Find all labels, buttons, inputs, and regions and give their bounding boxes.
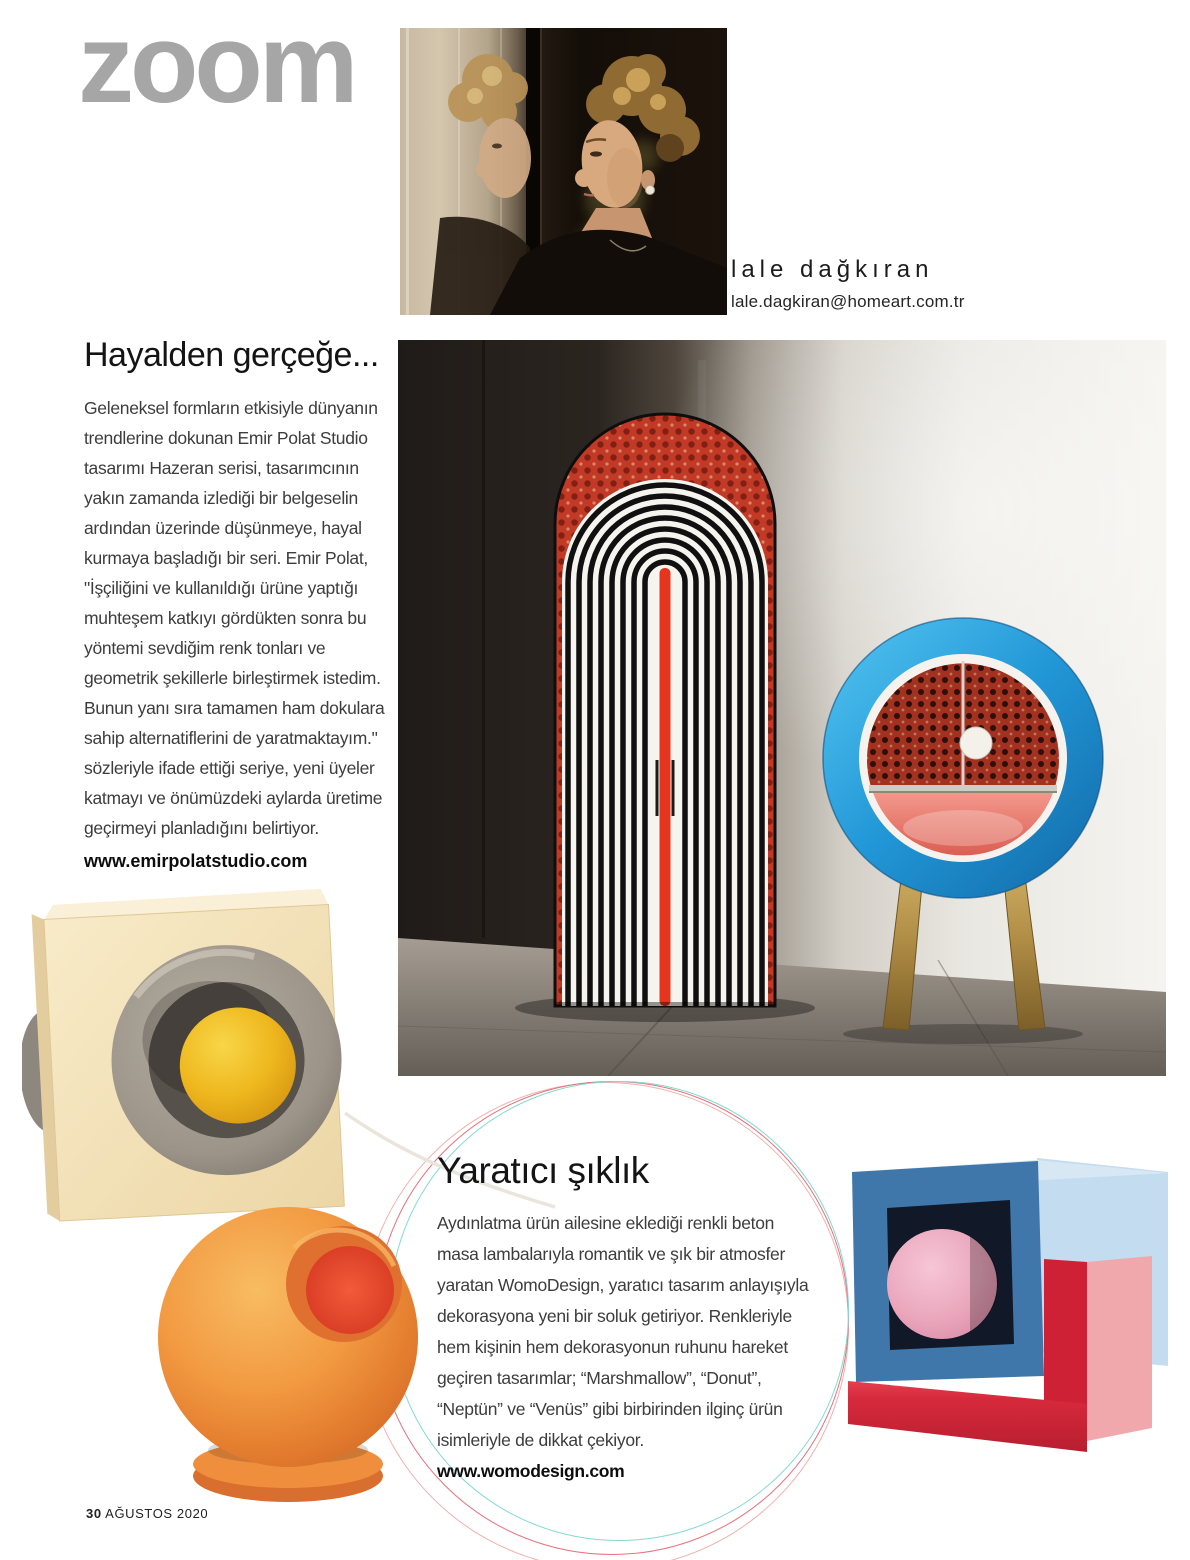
furniture-scene [398,340,1166,1076]
article-chic-heading: Yaratıcı şıklık [437,1150,649,1191]
lamp-glow [306,1246,394,1334]
profile-name: lale dağkıran [731,256,934,283]
article-chic [437,1150,809,1487]
page-number: 30 [86,1506,102,1521]
portrait-photo [400,28,727,315]
arch-cabinet [555,414,775,1006]
pink-side [1087,1256,1152,1441]
profile-email: lale.dagkiran@homeart.com.tr [731,292,965,311]
orange-sphere-art [148,1182,440,1514]
article-dream-heading: Hayalden gerçeğe... [84,336,379,374]
article-chic-website: www.womodesign.com [437,1461,625,1481]
portrait-art [400,28,727,315]
article-chic-body: Aydınlatma ürün ailesine eklediği renkli beton masa lambalarıyla romantik ve şık bir atmosfer yaratan WomoDesign, yaratıcı tasarım anlayışıyla dekorasyona yeni bir soluk getiriyor. Renkleriyle hem kişinin hem dekorasyonun ruhunu hareket geçiren tasarımlar; “Marshmallow”, “Donut”, “Neptün” ve “Venüs” gibi birbirinden ilginç ürün isimleriyle de dikkat çekiyor. www.womodesign.com [437,1213,809,1481]
article-dream [84,336,394,872]
orange-sphere-lamp [148,1182,440,1514]
article-dream-body: Geleneksel formların etkisiyle dünyanın trendlerine dokunan Emir Polat Studio tasarımı Hazeran serisi, tasarımcının yakın zamanda izlediği bir belgeselin ardından üzerinde düşünmeye, hayal kurmaya başladığı bir seri. Emir Polat, "İşçiliğini ve kullanıldığı ürüne yaptığı muhteşem katkıyı gördükten sonra bu yöntemi sevdiğim renk tonları ve geometrik şekillerle birleştirmek istedim. Bunun yanı sıra tamamen ham dokulara sahip alternatiflerini de yaratmaktayım." sözleriyle ifade ettiği seriye, yeni üyeler katmayı ve önümüzdeki aylarda üretime geçirmeyi planladığını belirtiyor. [84,398,385,838]
section-title: zoom [78,1,355,126]
blue-red-lamp-art [842,1156,1172,1468]
article-dream-website: www.emirpolatstudio.com [84,851,308,871]
blue-red-lamp-photo [842,1156,1172,1468]
main-photo [398,340,1166,1076]
knob [960,727,992,759]
footer-date: AĞUSTOS 2020 [105,1506,209,1521]
